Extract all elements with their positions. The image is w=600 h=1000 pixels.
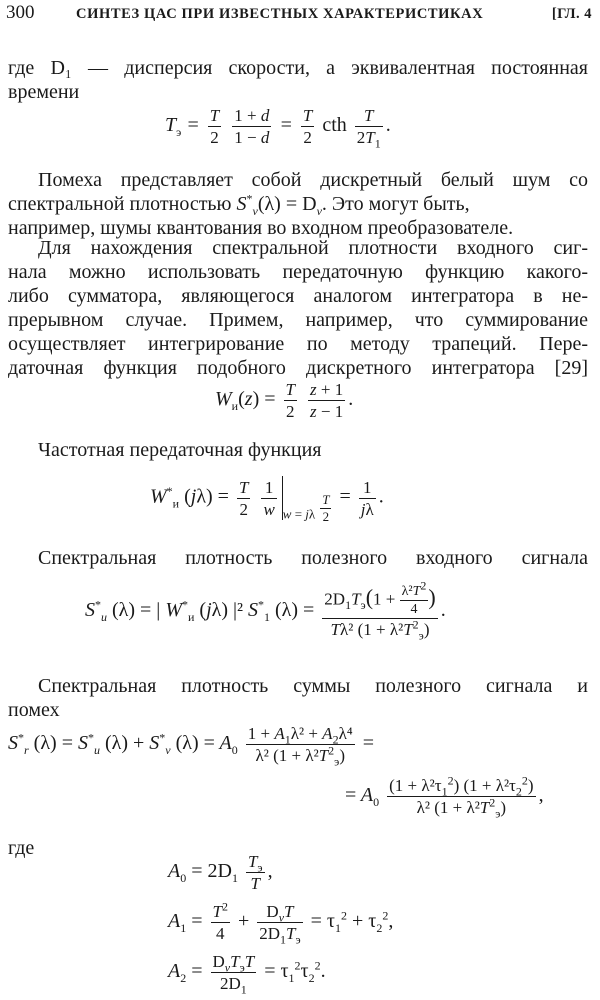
paragraph-3	[8, 236, 588, 380]
paragraph-6	[8, 674, 588, 722]
paragraph-2	[8, 168, 588, 240]
text-line: где D₁ — дисперсия скорости, а эквивалентная постоянная	[8, 57, 588, 79]
equation-sr-line-2: = $A_0$ $\frac{(1 + \lambda^2\tau_1^2) (1 + \lambda^2\tau_2^2)}{\lambda^2 (1 + \lambda^2T^2_э)}$ ,	[345, 773, 544, 821]
paragraph-4	[8, 438, 588, 462]
equation-te: $T_э$ = $\frac{T}{2}$ $\frac{1 + d}{1 - d}$ = $\frac{T}{2}$ cth $\frac{T}{2T_1}$ .	[165, 106, 391, 151]
equation-sr-line-1: $S^*_r$ $(\lambda) = S^*_u$ $(\lambda) + S^*_v$ $(\lambda) = A_0$ $\frac{1 + A_1\lambda^2 + A_2\lambda^4}{\lambda^2 (1 + \lambda^2T^2_э)}$ =	[8, 724, 375, 769]
text-line: осуществляет интегрирование по методу трапеций. Пере-	[8, 333, 588, 355]
chapter-label: [ГЛ. 4	[551, 6, 592, 22]
equation-wij: $W^*_и$ (jλ) = $\frac{T}{2}$ $\frac{1}{w}$ $_{w = j\lambda}$ $\frac{T}{2}$ = $\frac{1}{j\lambda}$ .	[150, 477, 384, 524]
text-line: Частотная передаточная функция	[38, 439, 322, 461]
text-line: либо сумматора, являющегося аналогом интегратора в не-	[8, 285, 588, 307]
equation-su: $S^*_u$ (λ) = | $W^*_и$ (jλ) |² $S^*_1$ (λ) = $2D_1T_э(1$ + $\frac{\lambda^2T^2}{4}$ ) Tλ² $(1 + \lambda^2T^2_э)$ .	[85, 578, 446, 643]
text-line: Для нахождения спектральной плотности входного сиг-	[38, 237, 588, 259]
inline-equation-sv: $S^*_v(\lambda) = D_v$	[236, 191, 322, 218]
paragraph-5	[8, 546, 588, 570]
text-line: времени	[8, 81, 80, 103]
text-line: Спектральная плотность полезного входного сигнала	[38, 547, 588, 569]
text-line: прерывном случае. Примем, например, что суммирование	[8, 309, 588, 331]
page-number: 300	[6, 2, 35, 23]
text-line: где	[8, 837, 35, 859]
running-title: СИНТЕЗ ЦАС ПРИ ИЗВЕСТНЫХ ХАРАКТЕРИСТИКАХ	[76, 6, 484, 22]
text-fragment: спектральной плотностью	[8, 193, 232, 215]
text-line	[8, 192, 588, 216]
text-fragment: . Это могут быть,	[321, 193, 470, 215]
equation-a0: $A_0 = 2D_1$ $\frac{T_э}{T}$ ,	[168, 852, 273, 893]
text-line: нала можно использовать передаточную функцию какого-	[8, 261, 588, 283]
paragraph-7	[8, 836, 588, 860]
text-line: например, шумы квантования во входном преобразователе.	[8, 217, 514, 239]
text-line: Спектральная плотность суммы полезного сигнала и	[38, 675, 588, 697]
equation-a1: $A_1$ = $\frac{T^2}{4}$ + $\frac{D_vT}{2D_1T_э}$ = $\tau_1^2 + \tau_2^2$,	[168, 899, 394, 947]
text-line: помех	[8, 699, 60, 721]
text-line: даточная функция подобного дискретного интегратора [29]	[8, 357, 588, 379]
equation-wi: $W_и(z)$ = $\frac{T}{2}$ $\frac{z + 1}{z - 1}$ .	[215, 380, 354, 421]
text-line: Помеха представляет собой дискретный белый шум со	[38, 169, 588, 191]
paragraph-1	[8, 56, 588, 104]
page-header	[6, 2, 594, 28]
equation-a2: $A_2$ = $\frac{D_vT_эT}{2D_1}$ = $\tau_1^2\tau_2^2$.	[168, 952, 326, 997]
